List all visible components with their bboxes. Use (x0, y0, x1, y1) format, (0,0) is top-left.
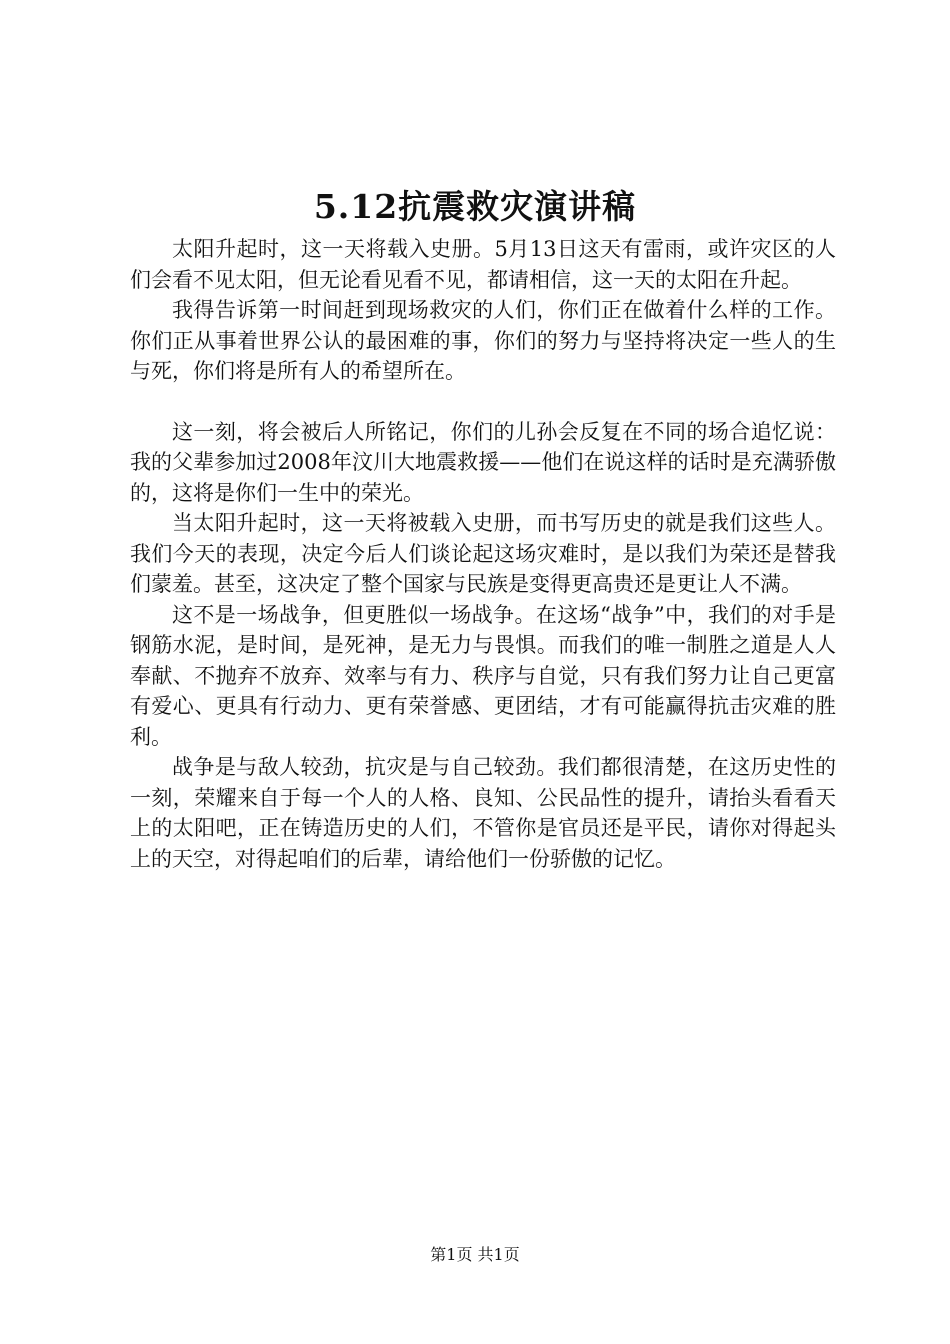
document-body (130, 234, 836, 874)
paragraph-2: 我得告诉第一时间赶到现场救灾的人们，你们正在做着什么样的工作。你们正从事着世界公认的最困难的事，你们的努力与坚持将决定一些人的生与死，你们将是所有人的希望所在。 (130, 298, 836, 383)
paragraph-5: 这不是一场战争，但更胜似一场战争。在这场“战争”中，我们的对手是钢筋水泥，是时间，是死神，是无力与畏惧。而我们的唯一制胜之道是人人奉献、不抛弃不放弃、效率与有力、秩序与自觉，只有我们努力让自己更富有爱心、更具有行动力、更有荣誉感、更团结，才有可能赢得抗击灾难的胜利。 (130, 602, 836, 749)
document-title: 5.12抗震救灾演讲稿 (313, 187, 637, 226)
paragraph-4: 当太阳升起时，这一天将被载入史册，而书写历史的就是我们这些人。我们今天的表现，决定今后人们谈论起这场灾难时，是以我们为荣还是替我们蒙羞。甚至，这决定了整个国家与民族是变得更高贵还是更让人不满。 (130, 511, 836, 596)
paragraph-3: 这一刻，将会被后人所铭记，你们的儿孙会反复在不同的场合追忆说：我的父辈参加过2008年汶川大地震救援——他们在说这样的话时是充满骄傲的，这将是你们一生中的荣光。 (130, 419, 836, 505)
paragraph-6: 战争是与敌人较劲，抗灾是与自己较劲。我们都很清楚，在这历史性的一刻，荣耀来自于每一个人的人格、良知、公民品性的提升，请抬头看看天上的太阳吧，正在铸造历史的人们，不管你是官员还是平民，请你对得起头上的天空，对得起咱们的后辈，请给他们一份骄傲的记忆。 (130, 755, 836, 871)
paragraph-1: 太阳升起时，这一天将载入史册。5月13日这天有雷雨，或许灾区的人们会看不见太阳，但无论看见看不见，都请相信，这一天的太阳在升起。 (130, 237, 836, 292)
page-footer: 第1页 共1页 (430, 1245, 520, 1264)
